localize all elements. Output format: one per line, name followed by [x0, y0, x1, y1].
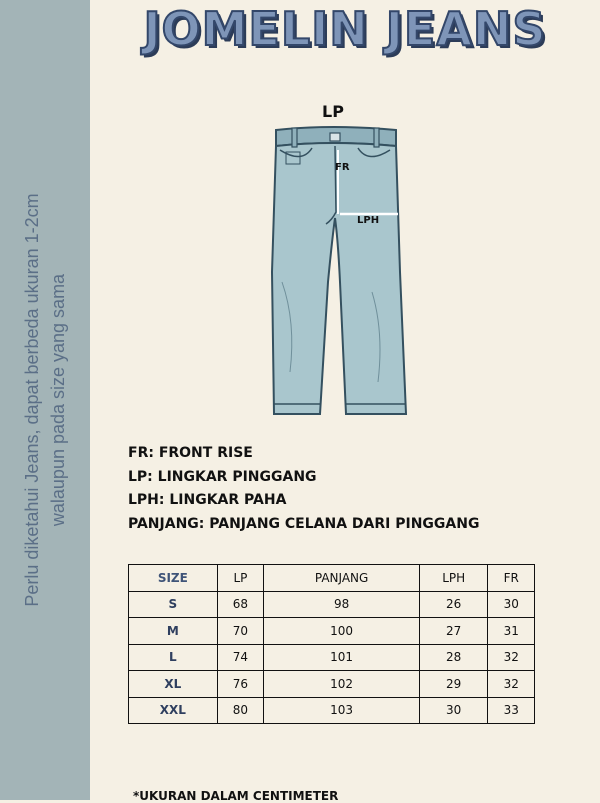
unit-note: *UKURAN DALAM CENTIMETER	[133, 789, 339, 803]
brand-title: JOMELIN JEANS	[143, 2, 547, 56]
legend-item-fr: FR: FRONT RISE	[128, 445, 253, 461]
cell-lp: 80	[217, 697, 264, 724]
cell-fr: 33	[488, 697, 535, 724]
cell-lph: 26	[419, 591, 487, 618]
cell-lph: 27	[419, 618, 487, 645]
table-header-row	[129, 565, 535, 592]
cell-lph: 29	[419, 671, 487, 698]
cell-panjang: 103	[264, 697, 420, 724]
cell-panjang: 100	[264, 618, 420, 645]
header-size: SIZE	[129, 565, 218, 592]
cell-panjang: 102	[264, 671, 420, 698]
header-lph: LPH	[419, 565, 487, 592]
table-row	[129, 671, 535, 698]
measurement-legend	[128, 442, 479, 536]
cell-size: XL	[129, 671, 218, 698]
cell-lp: 76	[217, 671, 264, 698]
table-row	[129, 644, 535, 671]
cell-fr: 32	[488, 671, 535, 698]
table-row	[129, 618, 535, 645]
legend-item-panjang: PANJANG: PANJANG CELANA DARI PINGGANG	[128, 515, 480, 532]
diagram-fr-label: FR	[335, 162, 350, 173]
cell-lp: 68	[217, 591, 264, 618]
cell-lp: 74	[217, 644, 264, 671]
header-panjang: PANJANG	[264, 565, 420, 592]
cell-panjang: 98	[264, 591, 420, 618]
size-chart-table	[128, 564, 535, 724]
diagram-lp-label: LP	[322, 102, 344, 121]
cell-size: L	[129, 644, 218, 671]
header-lp: LP	[217, 565, 264, 592]
cell-size: S	[129, 591, 218, 618]
cell-size: XXL	[129, 697, 218, 724]
cell-fr: 32	[488, 644, 535, 671]
cell-fr: 30	[488, 591, 535, 618]
cell-lph: 30	[419, 697, 487, 724]
cell-panjang: 101	[264, 644, 420, 671]
side-note-line-1: Perlu diketahui Jeans, dapat berbeda ukuran 1-2cm	[22, 193, 42, 607]
diagram-lph-label: LPH	[357, 215, 380, 226]
legend-item-lp: LP: LINGKAR PINGGANG	[128, 468, 317, 485]
table-row	[129, 697, 535, 724]
cell-lph: 28	[419, 644, 487, 671]
cell-size: M	[129, 618, 218, 645]
cell-fr: 31	[488, 618, 535, 645]
cell-lp: 70	[217, 618, 264, 645]
header-fr: FR	[488, 565, 535, 592]
side-note-line-2: walaupun pada size yang sama	[48, 273, 68, 527]
legend-item-lph: LPH: LINGKAR PAHA	[128, 492, 287, 508]
table-row	[129, 591, 535, 618]
side-note	[19, 80, 71, 720]
